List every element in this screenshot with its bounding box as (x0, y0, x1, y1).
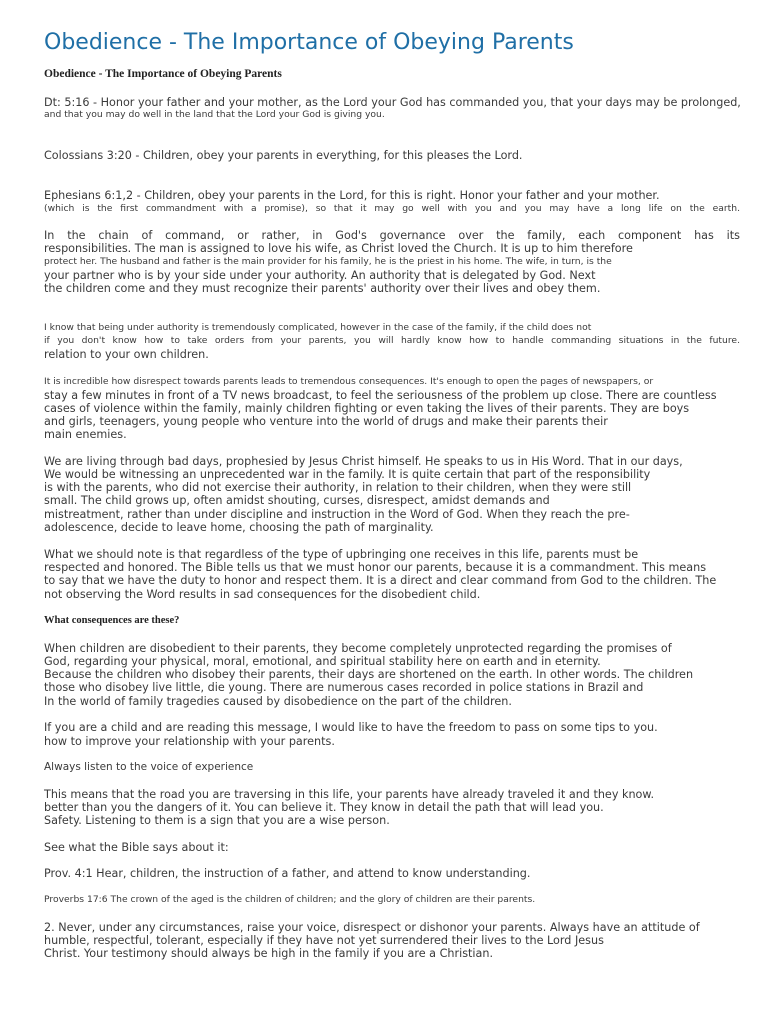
text-line: What we should note is that regardless of the type of upbringing one receives in this life, parents must be (44, 548, 639, 561)
text-line: small. The child grows up, often amidst shouting, curses, disrespect, amidst demands and (44, 494, 550, 507)
text-line: Dt: 5:16 - Honor your father and your mother, as the Lord your God has commanded you, that your days may be prolonged, (44, 96, 741, 109)
text-line: Because the children who disobey their parents, their days are shortened on the earth. In other words. The children (44, 668, 694, 681)
text-line: This means that the road you are traversing in this life, your parents have already traveled it and they know. (44, 788, 655, 801)
text-line: Christ. Your testimony should always be high in the family if you are a Christian. (44, 947, 494, 960)
text-line: humble, respectful, tolerant, especially if they have not yet surrendered their lives to the Lord Jesus (44, 934, 604, 947)
text-line: Prov. 4:1 Hear, children, the instruction of a father, and attend to know understanding. (44, 867, 531, 880)
text-line: I know that being under authority is tremendously complicated, however in the case of the family, if the child does not (44, 322, 592, 333)
text-line: stay a few minutes in front of a TV news broadcast, to feel the seriousness of the problem up close. There are countless (44, 389, 717, 402)
text-line: (which is the first commandment with a promise), so that it may go well with you and you may have a long life on the earth. (44, 203, 740, 214)
text-line: to say that we have the duty to honor and respect them. It is a direct and clear command from God to the children. The (44, 574, 717, 587)
text-line: Always listen to the voice of experience (44, 761, 254, 773)
text-line: the children come and they must recognize their parents' authority over their lives and obey them. (44, 282, 601, 295)
text-line: When children are disobedient to their parents, they become completely unprotected regarding the promises of (44, 642, 672, 655)
text-line: We would be witnessing an unprecedented war in the family. It is quite certain that part of the responsibility (44, 468, 651, 481)
text-line: If you are a child and are reading this message, I would like to have the freedom to pass on some tips to you. (44, 721, 658, 734)
text-line: Ephesians 6:1,2 - Children, obey your parents in the Lord, for this is right. Honor your father and your mother. (44, 189, 660, 202)
text-line: Safety. Listening to them is a sign that you are a wise person. (44, 814, 390, 827)
text-line: Colossians 3:20 - Children, obey your parents in everything, for this pleases the Lord. (44, 149, 523, 162)
text-line: In the chain of command, or rather, in God's governance over the family, each component has its (44, 229, 740, 242)
text-line: those who disobey live little, die young. There are numerous cases recorded in police stations in Brazil and (44, 681, 644, 694)
text-line: and that you may do well in the land that the Lord your God is giving you. (44, 109, 385, 120)
text-line: We are living through bad days, prophesied by Jesus Christ himself. He speaks to us in His Word. That in our days, (44, 455, 683, 468)
text-line: not observing the Word results in sad consequences for the disobedient child. (44, 588, 481, 601)
text-line: respected and honored. The Bible tells us that we must honor our parents, because it is a commandment. This means (44, 561, 707, 574)
text-line: if you don't know how to take orders from your parents, you will hardly know how to handle commanding situations in the future. (44, 335, 740, 346)
text-line: how to improve your relationship with your parents. (44, 735, 335, 748)
text-line: God, regarding your physical, moral, emotional, and spiritual stability here on earth and in eternity. (44, 655, 601, 668)
text-line: See what the Bible says about it: (44, 841, 229, 854)
text-line: and girls, teenagers, young people who venture into the world of drugs and make their parents their (44, 415, 608, 428)
article-subtitle: Obedience - The Importance of Obeying Parents (44, 68, 282, 80)
text-line: relation to your own children. (44, 348, 209, 361)
section-heading: What consequences are these? (44, 615, 180, 626)
text-line: adolescence, decide to leave home, choosing the path of marginality. (44, 521, 434, 534)
text-line: is with the parents, who did not exercise their authority, in relation to their children, when they were still (44, 481, 632, 494)
text-line: responsibilities. The man is assigned to love his wife, as Christ loved the Church. It is up to him therefore (44, 242, 633, 255)
text-line: Proverbs 17:6 The crown of the aged is the children of children; and the glory of children are their parents. (44, 894, 536, 905)
text-line: main enemies. (44, 428, 127, 441)
text-line: protect her. The husband and father is the main provider for his family, he is the priest in his home. The wife, in turn, is the (44, 256, 612, 267)
text-line: In the world of family tragedies caused by disobedience on the part of the children. (44, 695, 512, 708)
page-title: Obedience - The Importance of Obeying Parents (44, 30, 574, 55)
text-line: cases of violence within the family, mainly children fighting or even taking the lives of their parents. They are boys (44, 402, 690, 415)
text-line: your partner who is by your side under your authority. An authority that is delegated by God. Next (44, 269, 596, 282)
text-line: better than you the dangers of it. You can believe it. They know in detail the path that will lead you. (44, 801, 604, 814)
text-line: It is incredible how disrespect towards parents leads to tremendous consequences. It's enough to open the pages of newspapers, or (44, 376, 654, 387)
text-line: mistreatment, rather than under discipline and instruction in the Word of God. When they reach the pre- (44, 508, 630, 521)
text-line: 2. Never, under any circumstances, raise your voice, disrespect or dishonor your parents. Always have an attitude of (44, 921, 700, 934)
